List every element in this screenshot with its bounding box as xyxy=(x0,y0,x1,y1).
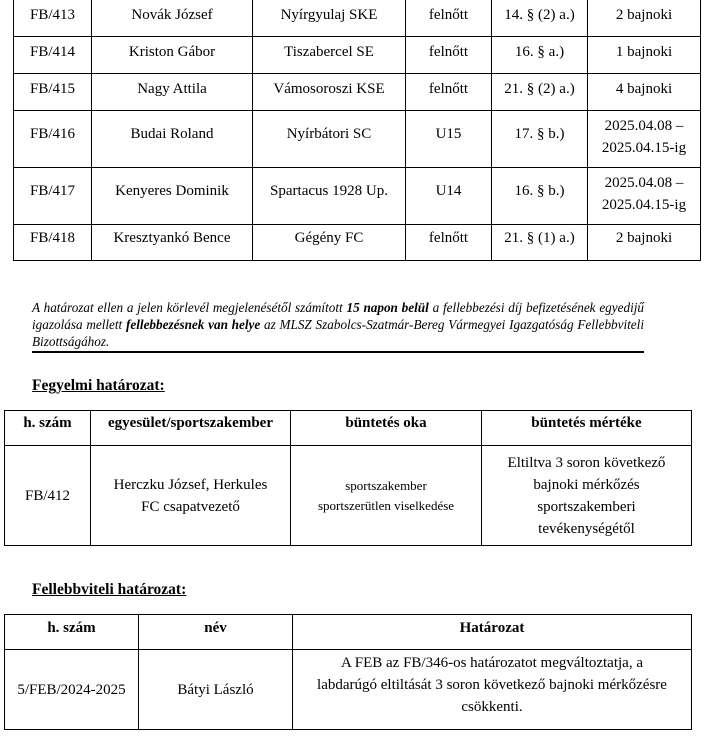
rule-reference: 16. § b.) xyxy=(492,168,588,225)
notice-text: A határozat ellen a jelen körlevél megjelenésétől számított xyxy=(32,300,347,315)
club-name: Nyírbátori SC xyxy=(253,111,406,168)
case-number: FB/416 xyxy=(14,111,92,168)
reason xyxy=(291,446,482,546)
rule-reference: 16. § a.) xyxy=(492,37,588,74)
penalty xyxy=(588,168,701,225)
penalty-line: 2025.04.15-ig xyxy=(601,197,687,213)
player-name: Kenyeres Dominik xyxy=(92,168,253,225)
case-number: FB/417 xyxy=(14,168,92,225)
notice-right: fellebbezésnek van helye xyxy=(126,317,261,332)
table-header xyxy=(5,615,692,650)
penalty-line: 2025.04.08 – xyxy=(604,118,684,134)
decision-line: labdarúgó eltiltását 3 soron következő bajnoki mérkőzésre xyxy=(317,677,667,693)
table-row xyxy=(14,168,701,225)
club-name: Spartacus 1928 Up. xyxy=(253,168,406,225)
penalty-line: tevékenységétől xyxy=(538,520,635,537)
subject xyxy=(91,446,291,546)
column-header: Határozat xyxy=(293,615,692,650)
table-header xyxy=(5,411,692,446)
penalty-table xyxy=(13,0,701,261)
penalty: 1 bajnoki xyxy=(588,37,701,74)
subject-line: Herczku József, Herkules xyxy=(113,476,268,493)
player-name: Kresztyankó Bence xyxy=(92,225,253,261)
column-header: egyesület/sportszakember xyxy=(91,411,291,446)
rule-reference: 21. § (2) a.) xyxy=(492,74,588,111)
reason-line: sportszerütlen viselkedése xyxy=(317,497,455,513)
penalty: 2 bajnoki xyxy=(588,0,701,37)
case-number: 5/FEB/2024-2025 xyxy=(5,650,139,730)
notice-deadline: 15 napon belül xyxy=(346,300,429,315)
discipline-heading: Fegyelmi határozat: xyxy=(32,377,165,394)
appeal-heading: Fellebbviteli határozat: xyxy=(32,581,187,598)
age-group: felnőtt xyxy=(406,225,492,261)
subject-line: FC csapatvezető xyxy=(141,498,240,515)
penalty-line: bajnoki mérkőzés xyxy=(533,476,640,493)
penalty xyxy=(482,446,692,546)
column-header: név xyxy=(139,615,293,650)
table-row xyxy=(5,446,692,546)
person-name: Bátyi László xyxy=(139,650,293,730)
notice-text: a fellebbezési díj befizetésének egyedijű igazolása mellett xyxy=(32,300,644,332)
table-row xyxy=(14,0,701,37)
column-header: h. szám xyxy=(5,411,91,446)
table-row xyxy=(14,111,701,168)
player-name: Novák József xyxy=(92,0,253,37)
player-name: Nagy Attila xyxy=(92,74,253,111)
column-header: büntetés oka xyxy=(291,411,482,446)
discipline-table xyxy=(4,410,692,546)
club-name: Vámosoroszi KSE xyxy=(253,74,406,111)
decision-line: A FEB az FB/346-os határozatot megváltoztatja, a xyxy=(340,655,643,671)
column-header: h. szám xyxy=(5,615,139,650)
club-name: Gégény FC xyxy=(253,225,406,261)
case-number: FB/415 xyxy=(14,74,92,111)
table-row xyxy=(14,37,701,74)
player-name: Budai Roland xyxy=(92,111,253,168)
penalty: 2 bajnoki xyxy=(588,225,701,261)
age-group: felnőtt xyxy=(406,37,492,74)
decision-line: csökkenti. xyxy=(461,699,523,715)
reason-line: sportszakember xyxy=(345,477,427,493)
rule-reference: 14. § (2) a.) xyxy=(492,0,588,37)
age-group: felnőtt xyxy=(406,74,492,111)
penalty-line: sportszakemberi xyxy=(537,498,636,515)
table-row xyxy=(14,225,701,261)
appeal-table xyxy=(4,614,692,730)
penalty-line: 2025.04.15-ig xyxy=(601,140,687,156)
rule-reference: 21. § (1) a.) xyxy=(492,225,588,261)
rule-reference: 17. § b.) xyxy=(492,111,588,168)
appeal-notice xyxy=(32,299,644,353)
case-number: FB/414 xyxy=(14,37,92,74)
age-group: U15 xyxy=(406,111,492,168)
penalty xyxy=(588,111,701,168)
age-group: U14 xyxy=(406,168,492,225)
penalty: 4 bajnoki xyxy=(588,74,701,111)
table-row xyxy=(5,650,692,730)
notice-text: az MLSZ Szabolcs-Szatmár-Bereg Vármegyei Igazgatóság Fellebbviteli Bizottságához. xyxy=(32,317,644,349)
club-name: Nyírgyulaj SKE xyxy=(253,0,406,37)
case-number: FB/418 xyxy=(14,225,92,261)
case-number: FB/412 xyxy=(5,446,91,546)
column-header: büntetés mértéke xyxy=(482,411,692,446)
player-name: Kriston Gábor xyxy=(92,37,253,74)
decision xyxy=(293,650,692,730)
table-row xyxy=(14,74,701,111)
penalty-line: 2025.04.08 – xyxy=(604,175,684,191)
age-group: felnőtt xyxy=(406,0,492,37)
club-name: Tiszabercel SE xyxy=(253,37,406,74)
penalty-line: Eltiltva 3 soron következő xyxy=(507,454,666,471)
case-number: FB/413 xyxy=(14,0,92,37)
